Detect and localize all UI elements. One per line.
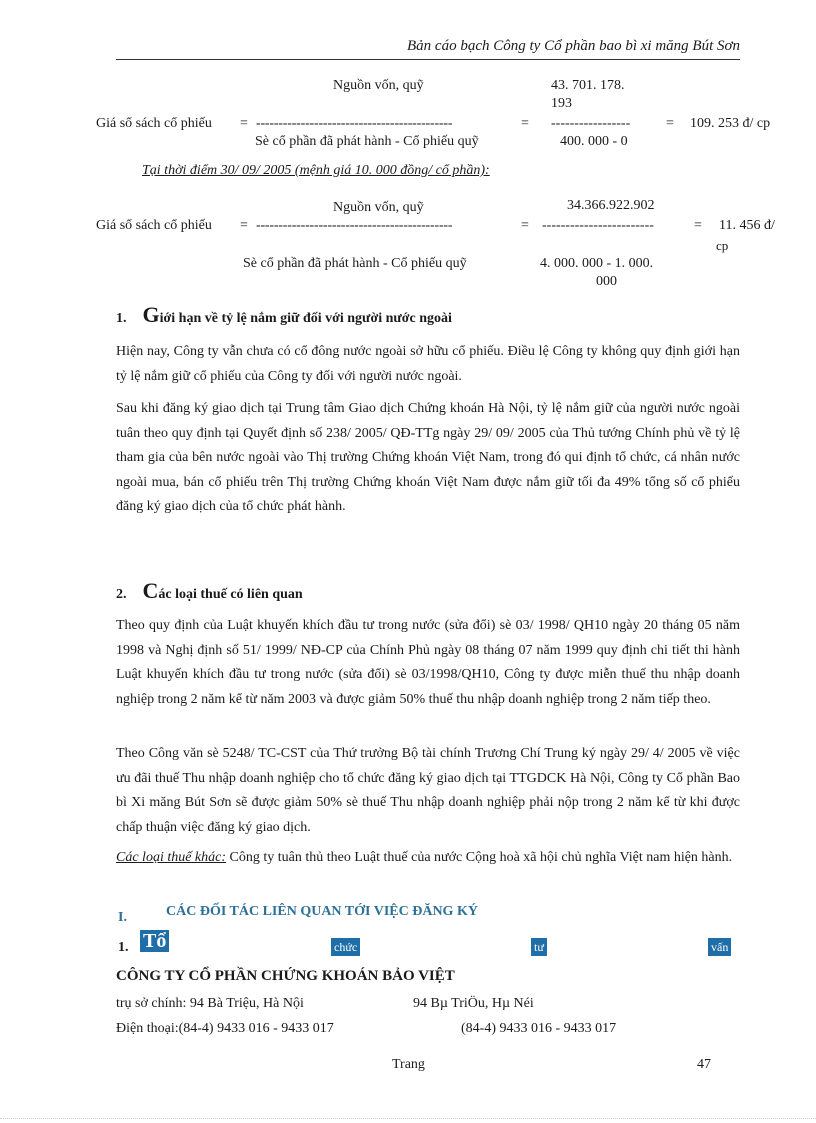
- formula1-eq3: =: [666, 116, 674, 131]
- sectionI-number: I.: [118, 910, 127, 925]
- footer-divider: [0, 1118, 816, 1119]
- company-address: trụ sở chính: 94 Bà Triệu, Hà Nội: [116, 996, 304, 1011]
- header-rule: [116, 59, 740, 60]
- formula2-dashes-short: ------------------------: [542, 218, 654, 233]
- footer-page-label: Trang: [392, 1057, 425, 1072]
- formula1-lhs: Giá sổ sách cổ phiếu: [96, 116, 212, 131]
- section2-number: 2.: [116, 587, 127, 602]
- page-header-title: Bản cáo bạch Công ty Cổ phần bao bì xi măng Bút Sơn: [407, 38, 740, 54]
- section1-first-letter: G: [142, 302, 160, 327]
- formula1-denominator-value: 400. 000 - 0: [560, 134, 628, 149]
- formula1-dashes-long: --------------------------------------------: [256, 116, 453, 131]
- section2-first-letter: C: [142, 578, 159, 603]
- sectionI-title: CÁC ĐỐI TÁC LIÊN QUAN TỚI VIỆC ĐĂNG KÝ: [166, 904, 478, 919]
- formula2-denominator-value-1: 4. 000. 000 - 1. 000.: [540, 256, 654, 271]
- sub1-number: 1.: [118, 940, 129, 955]
- formula2-denominator-value-2: 000: [596, 274, 617, 289]
- company-phone-dup: (84-4) 9433 016 - 9433 017: [461, 1021, 617, 1036]
- other-taxes-label: Các loại thuế khác:: [116, 850, 227, 865]
- section2-paragraph-2: Theo Công văn sè 5248/ TC-CST của Thứ trưởng Bộ tài chính Trương Chí Trung ký ngày 29/ 4/ 2005 về việc ưu đãi thuế Thu nhập doanh nghiệp cho tổ chức đăng ký giao dịch tại TTGDCK Hà Nội, Công ty Cổ phần Bao bì Xi măng Bút Sơn sẽ được giảm 50% sè thuế Thu nhập doanh nghiệp phải nộp trong 2 năm kể từ khi được chấp thuận việc đăng ký giao dịch.: [116, 746, 740, 835]
- formula2-numerator-label: Nguồn vốn, quỹ: [333, 200, 424, 215]
- section2-paragraph-1: Theo quy định của Luật khuyến khích đầu tư trong nước (sửa đổi) sè 03/ 1998/ QH10 ngày 20 tháng 05 năm 1998 và Nghị định số 51/ 1999/ NĐ-CP của Chính Phủ ngày 08 tháng 07 năm 1999 quy định chi tiết thi hành Luật khuyến khích đầu tư trong nước (sửa đổi) sè 03/1998/QH10, Công ty được miễn thuế thu nhập doanh nghiệp trong 2 năm kể từ năm 2003 và được giảm 50% thuế thu nhập doanh nghiệp trong 2 năm tiếp theo.: [116, 618, 740, 707]
- formula1-numerator-label: Nguồn vốn, quỹ: [333, 78, 424, 93]
- formula2-denominator-label: Sè cổ phần đã phát hành - Cổ phiếu quỹ: [243, 256, 467, 271]
- formula2-eq1: =: [240, 218, 248, 233]
- valuation-date-subheading: Tại thời điểm 30/ 09/ 2005 (mệnh giá 10. 000 đồng/ cổ phần):: [142, 163, 490, 178]
- formula2-eq3: =: [694, 218, 702, 233]
- footer-page-number: 47: [697, 1057, 711, 1072]
- formula1-numerator-value-1: 43. 701. 178.: [551, 78, 625, 93]
- formula1-denominator-label: Sè cổ phần đã phát hành - Cổ phiếu quỹ: [255, 134, 479, 149]
- section1-heading: [116, 302, 452, 328]
- sub1-word-3: tư: [531, 938, 547, 956]
- formula1-result: 109. 253 đ/ cp: [690, 116, 771, 131]
- formula1-eq1: =: [240, 116, 248, 131]
- company-name: CÔNG TY CỔ PHẦN CHỨNG KHOÁN BẢO VIỆT: [116, 968, 455, 984]
- sub1-word-1: Tổ: [140, 930, 169, 953]
- section1-paragraph-2: Sau khi đăng ký giao dịch tại Trung tâm Giao dịch Chứng khoán Hà Nội, tỷ lệ nắm giữ của người nước ngoài tuân theo quy định tại Quyết định số 238/ 2005/ QĐ-TTg ngày 29/ 09/ 2005 của Thủ tướng Chính phủ về tỷ lệ tham gia của bên nước ngoài vào Thị trường Chứng khoán Việt Nam, trong đó qui định tổ chức, cá nhân nước ngoài mua, bán cổ phiếu trên Thị trường Chứng khoán Việt Nam được nắm giữ tối đa 49% tổng số cổ phiếu đăng ký giao dịch của tổ chức phát hành.: [116, 401, 740, 514]
- section1-title: iới hạn về tỷ lệ nắm giữ đối với người nước ngoài: [159, 311, 452, 326]
- section1-paragraph-1: Hiện nay, Công ty vẫn chưa có cổ đông nước ngoài sở hữu cổ phiếu. Điều lệ Công ty không quy định giới hạn tỷ lệ nắm giữ cổ phiếu của Công ty đối với người nước ngoài.: [116, 344, 740, 384]
- formula2-eq2: =: [521, 218, 529, 233]
- company-phone: Điện thoại:(84-4) 9433 016 - 9433 017: [116, 1021, 334, 1036]
- formula1-eq2: =: [521, 116, 529, 131]
- formula2-result-2: cp: [716, 238, 729, 253]
- other-taxes-text: Công ty tuân thủ theo Luật thuế của nước Cộng hoà xã hội chủ nghĩa Việt nam hiện hành.: [226, 850, 733, 865]
- formula2-lhs: Giá sổ sách cổ phiếu: [96, 218, 212, 233]
- formula2-numerator-value: 34.366.922.902: [567, 198, 655, 213]
- formula2-dashes-long: --------------------------------------------: [256, 218, 453, 233]
- sub1-word-4: vấn: [708, 938, 731, 956]
- formula1-dashes-short: -----------------: [551, 116, 631, 131]
- company-address-dup: 94 Bµ TriÖu, Hµ Néi: [413, 996, 534, 1011]
- section2-title: ác loại thuế có liên quan: [158, 587, 303, 602]
- sub1-word-2: chức: [331, 938, 360, 956]
- formula2-result-1: 11. 456 đ/: [719, 218, 775, 233]
- section2-heading: [116, 578, 303, 604]
- section2-other-taxes: [116, 846, 740, 871]
- formula1-numerator-value-2: 193: [551, 96, 572, 111]
- section1-number: 1.: [116, 311, 127, 326]
